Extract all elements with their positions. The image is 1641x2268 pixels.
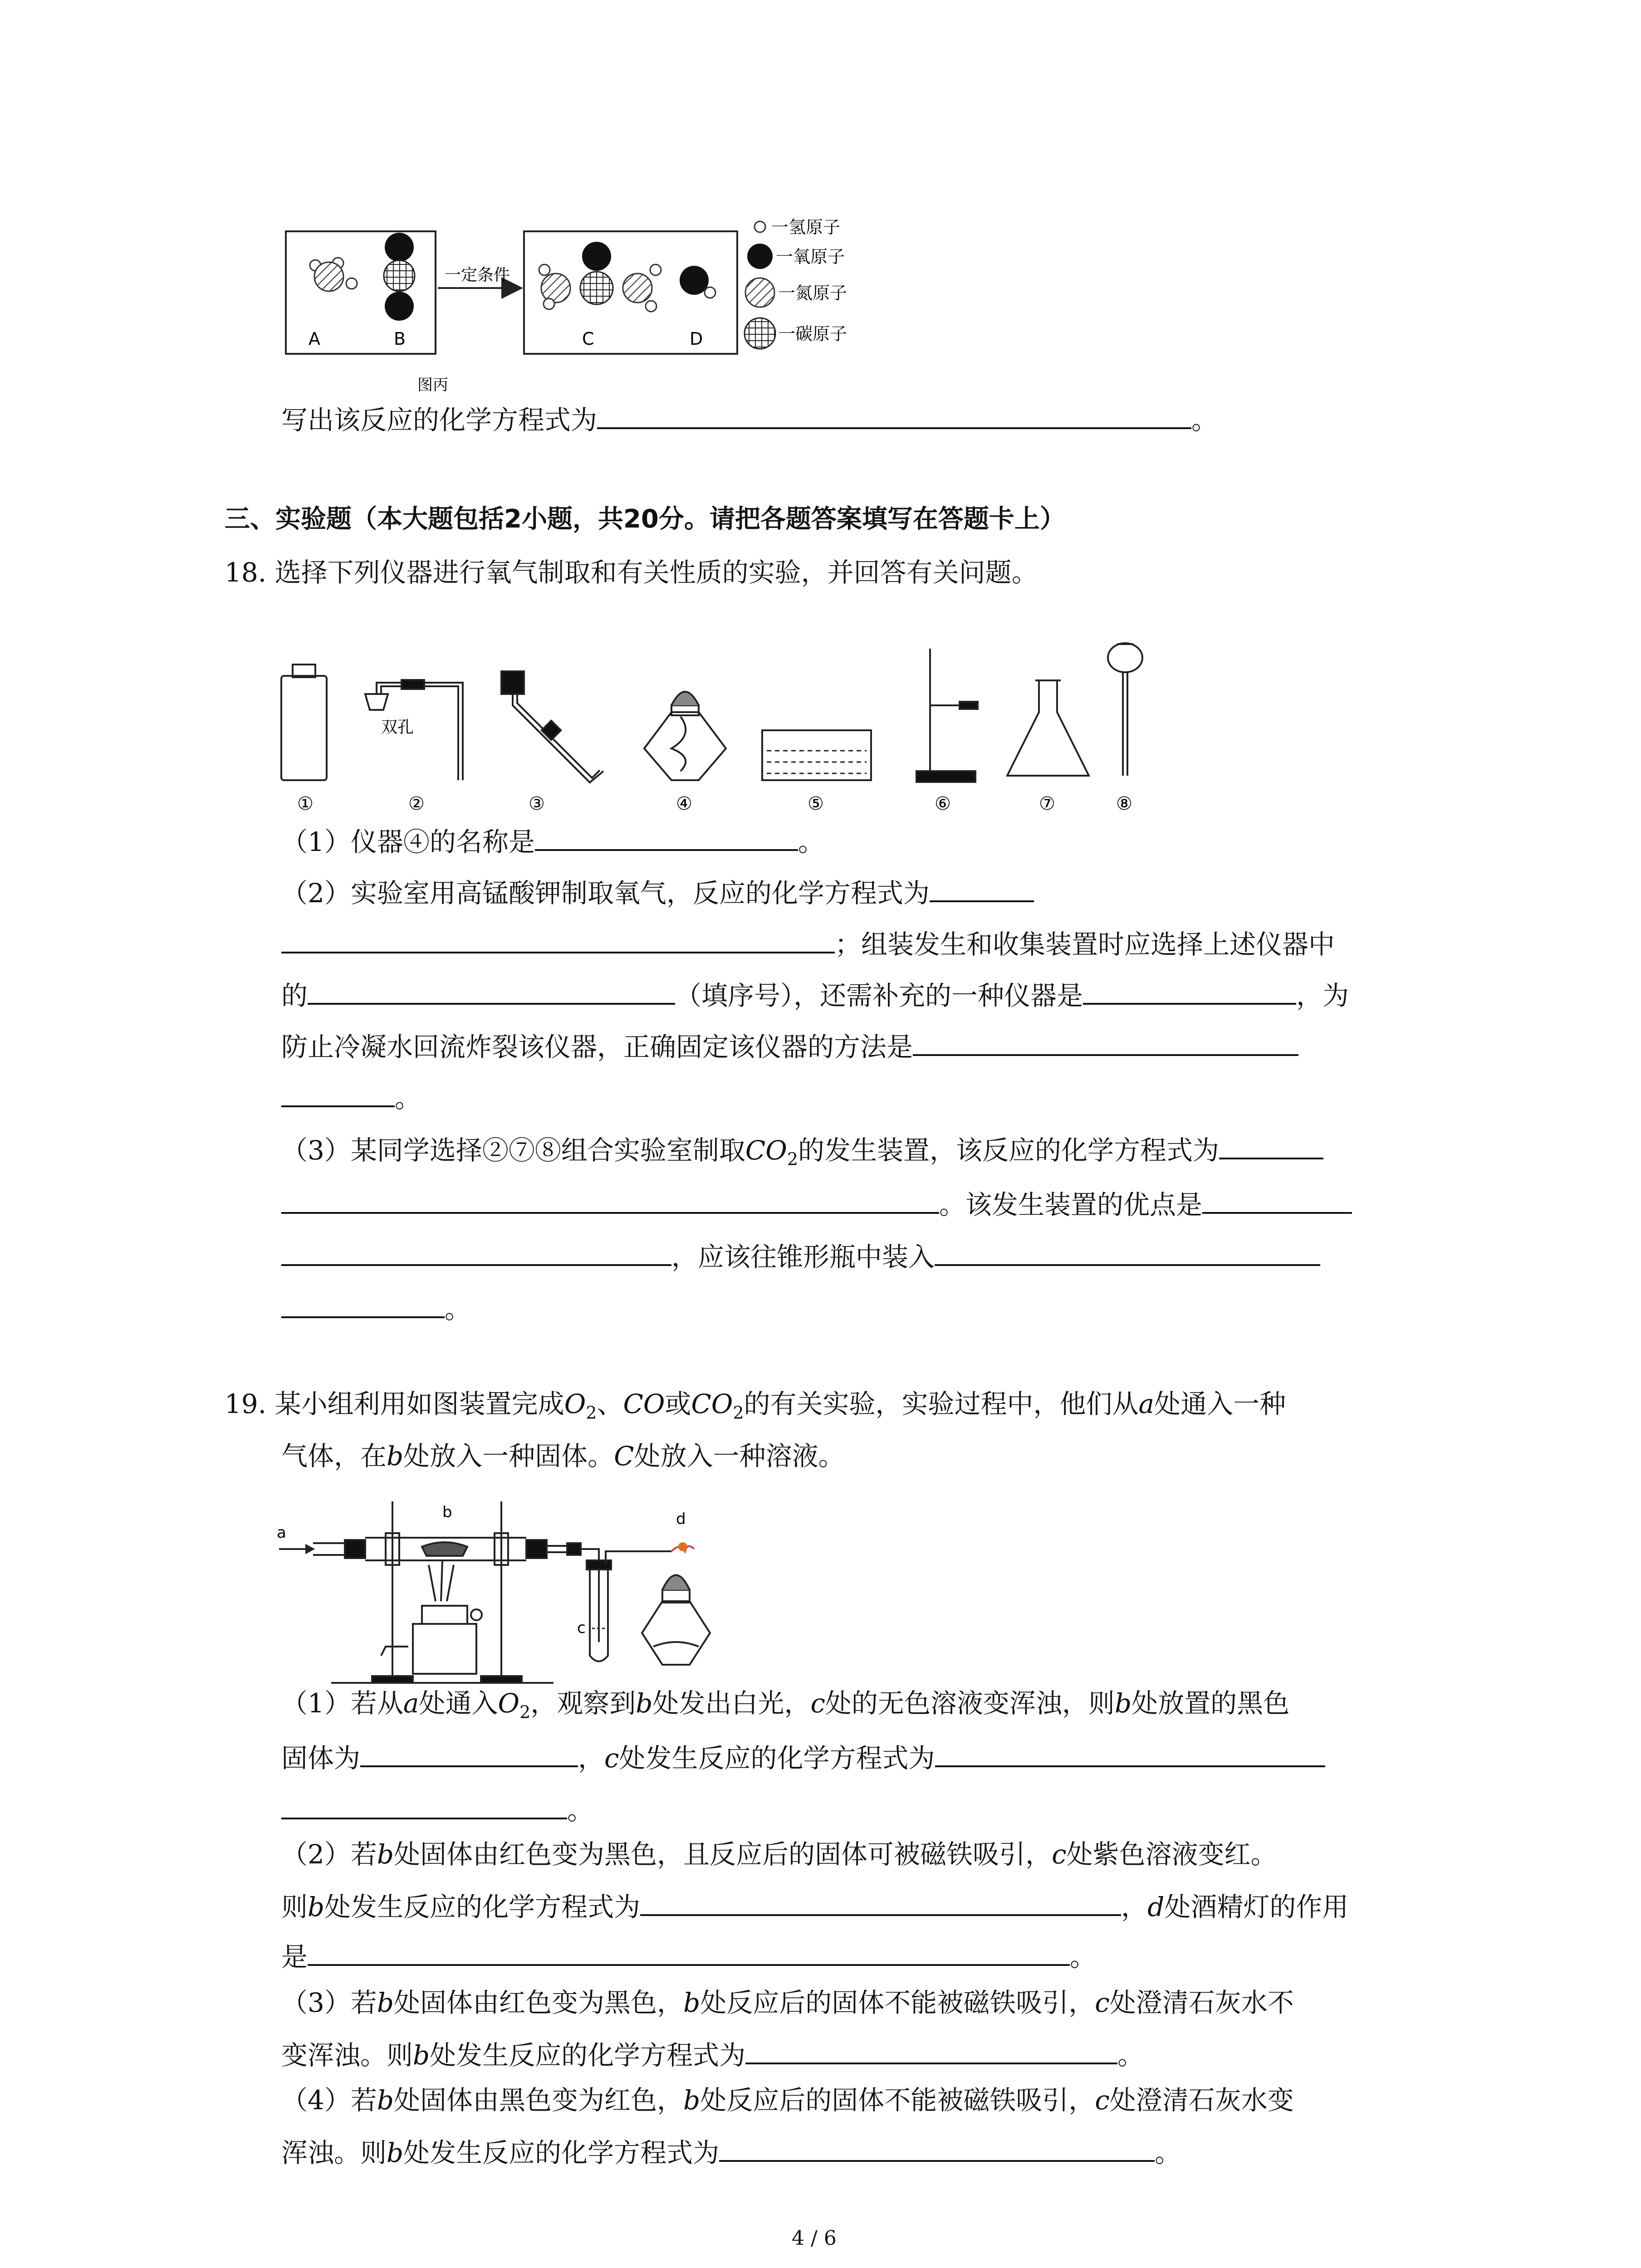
- arrow-label: 一定条件: [445, 266, 510, 284]
- q19-p4-l1: （4）若b处固体由黑色变为红色，b处反应后的固体不能被磁铁吸引，c处澄清石灰水变: [281, 2085, 1294, 2116]
- q18-p2-blank1[interactable]: [930, 872, 1034, 902]
- q19-p1-blank2b[interactable]: [281, 1789, 567, 1819]
- figure-caption: 图丙: [417, 376, 448, 394]
- app-num-7: ⑦: [1039, 793, 1055, 814]
- q19-stem-l2: 气体，在b处放入一种固体。C处放入一种溶液。: [281, 1441, 845, 1471]
- q18-p3-l2: 。该发生装置的优点是: [281, 1184, 1352, 1223]
- label-B: B: [394, 329, 406, 349]
- legend-nitrogen: 一氮原子: [778, 283, 847, 303]
- q19-p1-l2: 固体为 ，c处发生反应的化学方程式为: [281, 1737, 1325, 1776]
- q18-p2-blank1b[interactable]: [281, 924, 835, 953]
- shuangkong-label: 双孔: [381, 718, 414, 737]
- q19-p2-l3: 是 。: [281, 1936, 1096, 1975]
- fig-label-a: a: [277, 1524, 286, 1542]
- q18-apparatus-figure: [272, 626, 1180, 816]
- q18-p3-l1: （3）某同学选择②⑦⑧组合实验室制取$CO_2$的发生装置，该反应的化学方程式为: [281, 1129, 1323, 1178]
- q17-prompt: 写出该反应的化学方程式为: [281, 405, 598, 435]
- page-number: 4 / 6: [792, 2227, 837, 2250]
- q19-stem-l1: 19. 某小组利用如图装置完成$O_2$、CO或$CO_2$的有关实验，实验过程中，他们从a处通入一种: [225, 1388, 1286, 1423]
- legend-carbon: 一碳原子: [778, 324, 847, 344]
- q18-p2-l2: ；组装发生和收集装置时应选择上述仪器中: [281, 924, 1335, 963]
- q17-answer-blank[interactable]: [597, 399, 1191, 429]
- q18-p1-blank[interactable]: [535, 821, 798, 851]
- app-num-6: ⑥: [935, 793, 951, 814]
- q18-p3-blank3b[interactable]: [281, 1288, 445, 1318]
- q19-p1-l3: 。: [281, 1789, 593, 1828]
- app-num-3: ③: [529, 793, 545, 814]
- q19-apparatus-figure: [272, 1492, 771, 1687]
- app-num-5: ⑤: [808, 793, 824, 814]
- q19-p2-blank1[interactable]: [640, 1886, 1121, 1916]
- q19-p3-l1: （3）若b处固体由红色变为黑色，b处反应后的固体不能被磁铁吸引，c处澄清石灰水不: [281, 1987, 1294, 2018]
- q19-p3-l2: 变浑浊。则b处发生反应的化学方程式为 。: [281, 2034, 1144, 2073]
- app-num-8: ⑧: [1116, 793, 1132, 814]
- app-num-4: ④: [676, 793, 692, 814]
- app-num-2: ②: [408, 793, 425, 814]
- q18-stem: 18. 选择下列仪器进行氧气制取和有关性质的实验，并回答有关问题。: [225, 557, 1038, 588]
- q18-p3-l3: ，应该往锥形瓶中装入: [281, 1236, 1320, 1275]
- q19-p2-l2: 则b处发生反应的化学方程式为 ，d处酒精灯的作用: [281, 1886, 1348, 1925]
- q18-p2-blank4b[interactable]: [281, 1077, 395, 1107]
- q19-p1-blank1[interactable]: [360, 1737, 578, 1767]
- q18-p2-l1: （2）实验室用高锰酸钾制取氧气，反应的化学方程式为: [281, 872, 1034, 911]
- q18-p2-l4: 防止冷凝水回流炸裂该仪器，正确固定该仪器的方法是: [281, 1026, 1298, 1065]
- q18-p2-l3: 的 （填序号），还需补充的一种仪器是 ，为: [281, 975, 1349, 1014]
- q18-p3-blank2b[interactable]: [281, 1236, 671, 1266]
- q18-p3-blank1b[interactable]: [281, 1184, 939, 1214]
- label-A: A: [309, 329, 320, 349]
- section3-title: 三、实验题（本大题包括2小题，共20分。请把各题答案填写在答题卡上）: [225, 504, 1065, 534]
- app-num-1: ①: [297, 793, 314, 814]
- q19-p1-l1: （1）若从a处通入$O_2$，观察到b处发出白光，c处的无色溶液变浑浊，则b处放置的黑色: [281, 1688, 1290, 1722]
- q19-p2-l1: （2）若b处固体由红色变为黑色，且反应后的固体可被磁铁吸引，c处紫色溶液变红。: [281, 1839, 1277, 1870]
- q18-p3-blank2[interactable]: [1202, 1184, 1352, 1214]
- q18-p2-blank4[interactable]: [913, 1026, 1298, 1056]
- q17-prompt-line: 写出该反应的化学方程式为 。: [281, 399, 1218, 438]
- q19-p2-blank2[interactable]: [308, 1936, 1070, 1966]
- q18-p2-blank3[interactable]: [1083, 975, 1296, 1005]
- q19-p1-blank2[interactable]: [935, 1737, 1325, 1767]
- q19-p4-blank[interactable]: [719, 2132, 1155, 2162]
- q18-p2-blank2[interactable]: [308, 975, 675, 1005]
- q19-p4-l2: 浑浊。则b处发生反应的化学方程式为 。: [281, 2132, 1181, 2171]
- q18-p1: （1）仪器④的名称是 。: [281, 821, 824, 860]
- q18-p2-l5: 。: [281, 1077, 421, 1116]
- q19-p3-blank[interactable]: [745, 2034, 1117, 2064]
- legend-oxygen: 一氧原子: [776, 247, 845, 267]
- q18-p3-l4: 。: [281, 1288, 471, 1327]
- figure-bing: [272, 213, 862, 404]
- fig-label-c: c: [577, 1619, 586, 1637]
- label-C: C: [582, 329, 594, 349]
- fig-label-d: d: [676, 1510, 686, 1528]
- q18-p3-blank3[interactable]: [935, 1236, 1320, 1266]
- q18-p3-blank1[interactable]: [1219, 1129, 1323, 1159]
- label-D: D: [690, 329, 703, 349]
- legend-hydrogen: 一氢原子: [771, 217, 841, 237]
- fig-label-b: b: [442, 1503, 452, 1521]
